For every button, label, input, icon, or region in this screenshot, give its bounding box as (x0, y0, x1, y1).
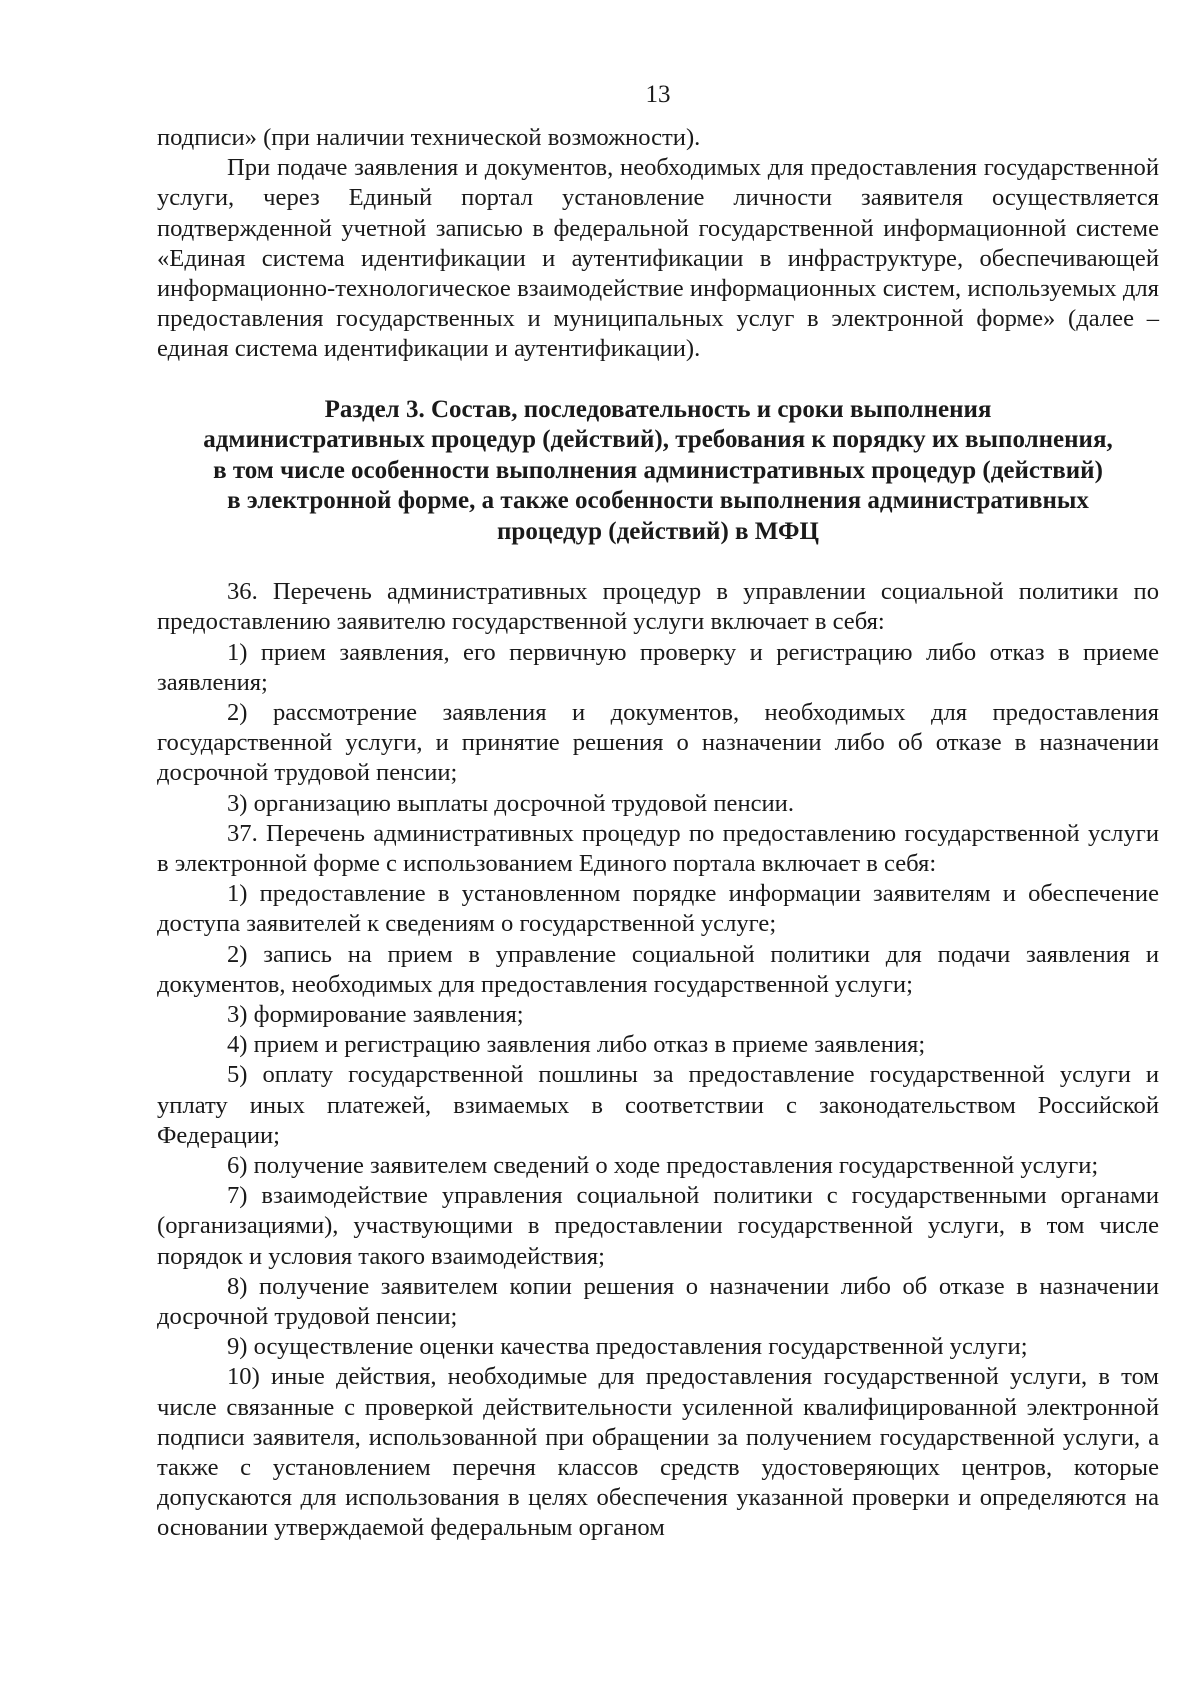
clause-37-item: 5) оплату государственной пошлины за предоставление государственной услуги и уплату иных платежей, взимаемых в соответствии с законодательством Российской Федерации; (157, 1061, 1159, 1149)
clause-37: 37. Перечень административных процедур по предоставлению государственной услуги в электронной форме с использованием Единого портала включает в себя: (157, 819, 1159, 877)
clause-36-item: 1) прием заявления, его первичную проверку и регистрацию либо отказ в приеме заявления; (157, 638, 1159, 696)
clause-36: 36. Перечень административных процедур в управлении социальной политики по предоставлению заявителю государственной услуги включает в себя: (157, 578, 1159, 636)
clause-37-item: 7) взаимодействие управления социальной политики с государственными органами (организациями), участвующими в предоставлении государственной услуги, в том числе порядок и условия такого взаимодействия; (157, 1182, 1159, 1270)
continuation-text: подписи» (при наличии технической возможности). (157, 124, 701, 151)
section-heading-line: Раздел 3. Состав, последовательность и сроки выполнения (324, 395, 992, 423)
clause-37-item: 10) иные действия, необходимые для предоставления государственной услуги, в том числе связанные с проверкой действительности усиленной квалифицированной электронной подписи заявителя, использованной при обращении за получением государственной услуги, а также с установлением перечня классов средств удостоверяющих центров, которые допускаются для использования в целях обеспечения указанной проверки и определяются на основании утверждаемой федеральным органом (157, 1363, 1159, 1542)
section-heading-line: административных процедур (действий), требования к порядку их выполнения, (203, 426, 1113, 454)
clause-37-item: 2) запись на прием в управление социальной политики для подачи заявления и документов, необходимых для предоставления государственной услуги; (157, 940, 1159, 998)
intro-paragraph: При подаче заявления и документов, необходимых для предоставления государственной услуги, через Единый портал установление личности заявителя осуществляется подтвержденной учетной записью в федеральной государственной информационной системе «Единая система идентификации и аутентификации в инфраструктуре, обеспечивающей информационно-технологическое взаимодействие информационных систем, используемых для предоставления государственных и муниципальных услуг в электронной форме» (далее – единая система идентификации и аутентификации). (157, 154, 1159, 363)
clause-37-item: 9) осуществление оценки качества предоставления государственной услуги; (227, 1333, 1028, 1361)
clause-37-item: 3) формирование заявления; (227, 1000, 524, 1028)
clause-37-item: 8) получение заявителем копии решения о назначении либо об отказе в назначении досрочной трудовой пенсии; (157, 1272, 1159, 1330)
clause-37-item: 1) предоставление в установленном порядке информации заявителям и обеспечение доступа заявителей к сведениям о государственной услуге; (157, 880, 1159, 938)
section-heading-line: в электронной форме, а также особенности выполнения административных (227, 487, 1089, 515)
document-page (157, 0, 1159, 1697)
document-body (157, 123, 1159, 1544)
clause-37-item: 4) прием и регистрацию заявления либо отказ в приеме заявления; (227, 1031, 926, 1059)
section-heading-line: процедур (действий) в МФЦ (497, 517, 819, 545)
clause-36-item: 2) рассмотрение заявления и документов, необходимых для предоставления государственной услуги, и принятие решения о назначении либо об отказе в назначении досрочной трудовой пенсии; (157, 698, 1159, 787)
clause-36-item: 3) организацию выплаты досрочной трудовой пенсии. (227, 789, 794, 817)
section-heading-line: в том числе особенности выполнения административных процедур (действий) (213, 456, 1103, 484)
section-heading (157, 395, 1159, 548)
page-number: 13 (645, 81, 671, 108)
clause-37-item: 6) получение заявителем сведений о ходе предоставления государственной услуги; (227, 1151, 1099, 1179)
